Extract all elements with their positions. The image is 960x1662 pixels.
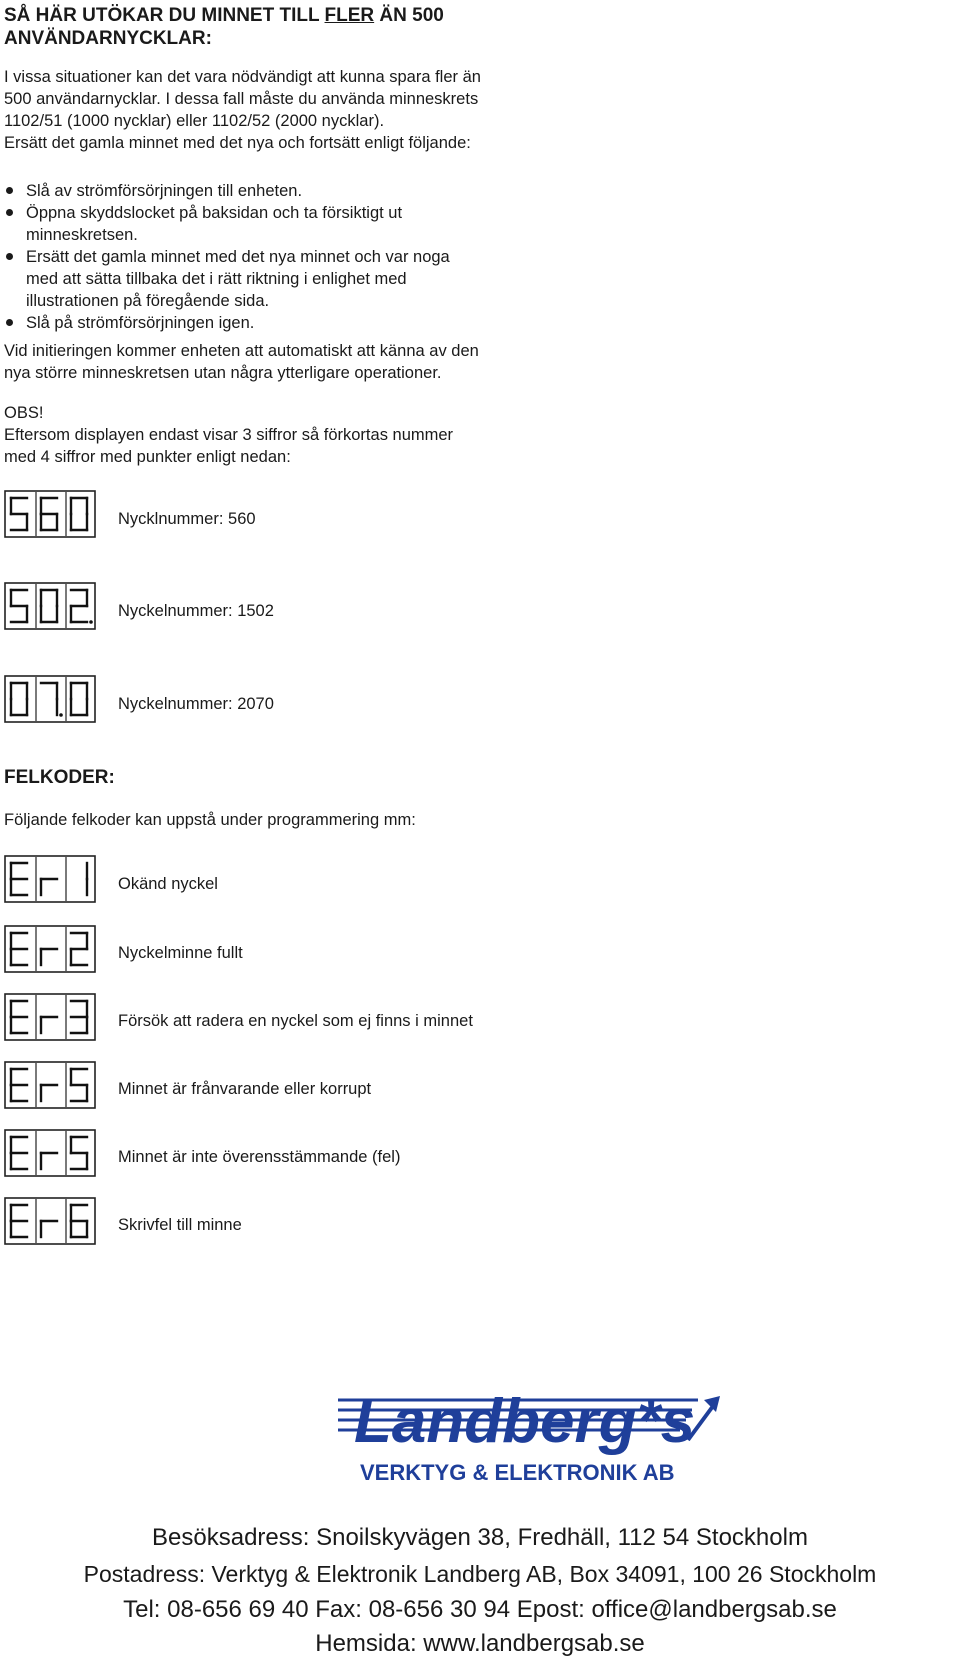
intro-line: 500 användarnycklar. I dessa fall måste du använda minneskrets [4,90,479,108]
seven-segment-display [4,582,96,630]
display-digit [71,933,87,965]
page-title: SÅ HÄR UTÖKAR DU MINNET TILL FLER ÄN 500 ANVÄNDARNYCKLAR: [4,5,444,49]
seven-segment-display [4,1061,96,1109]
display-digit [11,1205,27,1237]
intro-line: I vissa situationer kan det vara nödvändigt att kunna spara fler än [4,68,481,86]
key-example-label: Nyckelnummer: 2070 [118,695,274,713]
step-item: Ersätt det gamla minnet med det nya minnet och var noga med att sätta tillbaka det i rätt riktning i enlighet med illustrationen på föregående sida. [4,246,524,312]
title-underlined: FLER [324,5,375,26]
display-digit [71,1137,87,1169]
display-digit [11,683,27,715]
display-digit [71,1069,87,1101]
error-code-label: Okänd nyckel [118,875,218,893]
footer-contact: Tel: 08-656 69 40 Fax: 08-656 30 94 Epost: office@landbergsab.se [123,1596,837,1623]
display-digit [71,683,87,715]
key-example-label: Nyckelnummer: 1502 [118,602,274,620]
display-digit [11,590,27,622]
display-digit [41,1221,57,1237]
display-digit [41,683,63,717]
logo-name: Landberg*s [354,1387,696,1456]
footer-visit-address: Besöksadress: Snoilskyvägen 38, Fredhäll, 112 54 Stockholm [152,1524,808,1551]
seven-segment-display [4,855,96,903]
seven-segment-display [4,925,96,973]
display-digit [41,949,57,965]
display-digit [11,498,27,530]
seven-segment-display [4,675,96,723]
display-digit [71,1001,87,1033]
display-digit [41,1153,57,1169]
intro-paragraph [4,66,544,154]
init-paragraph: Vid initieringen kommer enheten att automatiskt att känna av den nya större minneskretsen utan några ytterligare operationer. [4,342,479,382]
seven-segment-display [4,490,96,538]
display-digit [41,879,57,895]
display-digit [11,1001,27,1033]
error-code-label: Försök att radera en nyckel som ej finns i minnet [118,1012,473,1030]
display-digit [11,933,27,965]
seven-segment-display [4,993,96,1041]
intro-line: 1102/51 (1000 nycklar) eller 1102/52 (2000 nycklar). [4,112,385,130]
display-digit [11,1069,27,1101]
display-digit [71,1205,87,1237]
seven-segment-display [4,1129,96,1177]
landbergs-logo-graphic [338,1380,738,1490]
error-code-label: Minnet är frånvarande eller korrupt [118,1080,372,1098]
display-digit [11,863,27,895]
display-digit [71,590,93,624]
step-item: Slå på strömförsörjningen igen. [4,312,524,334]
footer-website: Hemsida: www.landbergsab.se [315,1630,645,1657]
intro-line: Ersätt det gamla minnet med det nya och fortsätt enligt följande: [4,134,471,152]
error-code-label: Minnet är inte överensstämmande (fel) [118,1148,401,1166]
display-digit [41,1085,57,1101]
logo-tagline: VERKTYG & ELEKTRONIK AB [360,1460,675,1485]
seven-segment-display [4,1197,96,1245]
display-digit [41,1017,57,1033]
display-digit [41,590,57,622]
steps-list [4,180,524,334]
obs-label: OBS! [4,404,44,422]
error-section-intro: Följande felkoder kan uppstå under programmering mm: [4,811,416,829]
step-item: Slå av strömförsörjningen till enheten. [4,180,524,202]
display-digit [41,498,57,530]
error-code-label: Nyckelminne fullt [118,944,243,962]
error-section-heading: FELKODER: [4,767,115,788]
step-item: Öppna skyddslocket på baksidan och ta försiktigt ut minneskretsen. [4,202,524,246]
obs-note: OBS! Eftersom displayen endast visar 3 siffror så förkortas nummer med 4 siffror med punkter enligt nedan: [4,402,544,468]
company-logo [338,1380,738,1490]
display-digit [11,1137,27,1169]
display-digit [71,498,87,530]
footer-postal-address: Postadress: Verktyg & Elektronik Landberg AB, Box 34091, 100 26 Stockholm [83,1561,877,1587]
key-example-label: Nycklnummer: 560 [118,510,256,528]
error-code-label: Skrivfel till minne [118,1216,242,1234]
